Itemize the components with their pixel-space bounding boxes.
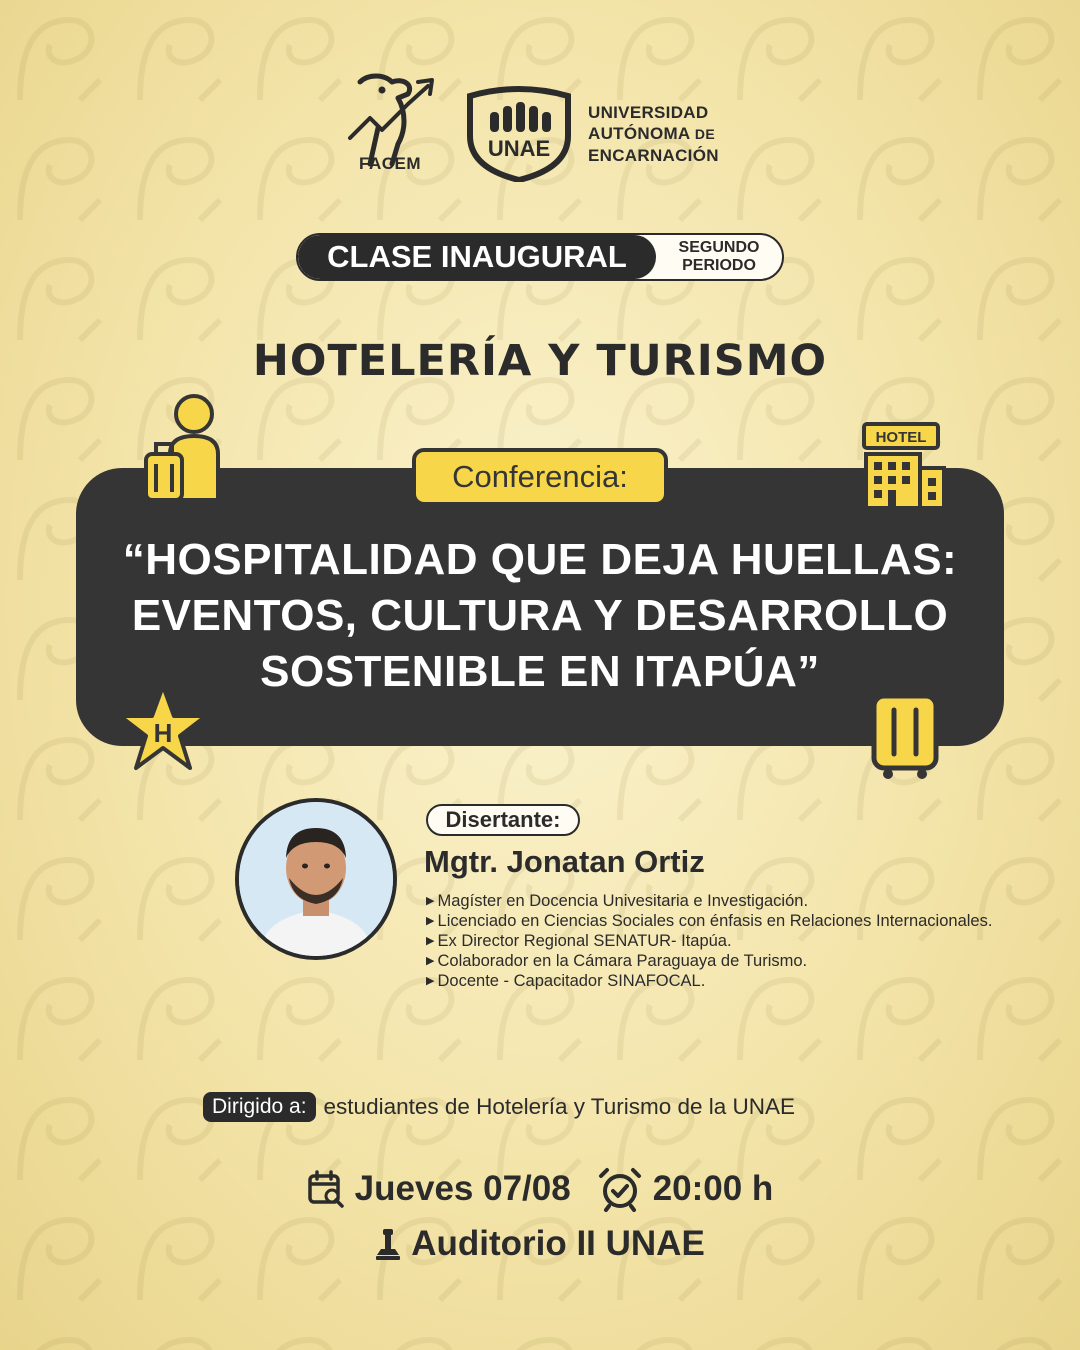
schedule-row (0, 1166, 1080, 1212)
place-item (375, 1224, 705, 1264)
calendar-icon (307, 1170, 345, 1208)
university-name-line3: ENCARNACIÓN (588, 146, 719, 165)
event-time: 20:00 h (652, 1169, 774, 1208)
conference-title-line2: EVENTOS, CULTURA Y DESARROLLO (131, 591, 949, 640)
speaker-avatar (235, 798, 397, 960)
facem-label: FACEM (359, 154, 421, 173)
bio-item: ▶ Docente - Capacitador SINAFOCAL. (426, 971, 1006, 991)
event-type-period-line2: PERIODO (682, 257, 756, 274)
bio-item: ▶ Ex Director Regional SENATUR- Itapúa. (426, 931, 1006, 951)
conference-label: Conferencia: (412, 448, 668, 506)
star-icon (116, 682, 210, 774)
traveler-icon (140, 392, 226, 506)
unae-logo-text: UNAE (487, 136, 551, 161)
bio-item: ▶ Colaborador en la Cámara Paraguaya de Turismo. (426, 951, 1006, 971)
bio-item: ▶ Licenciado en Ciencias Sociales con énfasis en Relaciones Internacionales. (426, 911, 1006, 931)
conference-title-line1: “HOSPITALIDAD QUE DEJA HUELLAS: (122, 535, 958, 584)
hotel-icon (856, 420, 950, 514)
speaker-tag: Disertante: (426, 804, 580, 836)
event-type-main: CLASE INAUGURAL (298, 235, 656, 279)
university-name-line1: UNIVERSIDAD (588, 103, 709, 122)
audience-text: estudiantes de Hotelería y Turismo de la UNAE (323, 1094, 796, 1119)
speaker-name: Mgtr. Jonatan Ortiz (424, 844, 705, 879)
time-item (597, 1166, 774, 1212)
alarm-clock-icon (597, 1166, 643, 1212)
conference-title (100, 532, 980, 700)
star-letter: H (153, 718, 173, 748)
bio-item: ▶ Magíster en Docencia Univesitaria e Investigación. (426, 891, 1006, 911)
event-place: Auditorio II UNAE (411, 1224, 705, 1263)
event-type-period (664, 239, 774, 275)
speaker-bio-list (426, 891, 1006, 991)
event-type-period-line1: SEGUNDO (678, 239, 760, 256)
unae-logo-icon (462, 82, 576, 182)
audience-row (203, 1091, 795, 1123)
speaker-photo (239, 802, 393, 956)
conference-title-line3: SOSTENIBLE EN ITAPÚA” (260, 647, 820, 696)
career-title: HOTELERÍA Y TURISMO (252, 336, 828, 386)
suitcase-icon (868, 672, 942, 782)
event-type-pill (296, 233, 784, 281)
university-name-line2b: DE (694, 126, 715, 142)
date-item (307, 1169, 571, 1209)
hotel-sign-text: HOTEL (875, 429, 927, 446)
place-row (0, 1224, 1080, 1264)
event-date: Jueves 07/08 (354, 1169, 571, 1208)
university-name (588, 102, 719, 166)
audience-tag: Dirigido a: (203, 1092, 316, 1122)
university-name-line2a: AUTÓNOMA (588, 124, 695, 143)
pin-icon (375, 1227, 401, 1261)
